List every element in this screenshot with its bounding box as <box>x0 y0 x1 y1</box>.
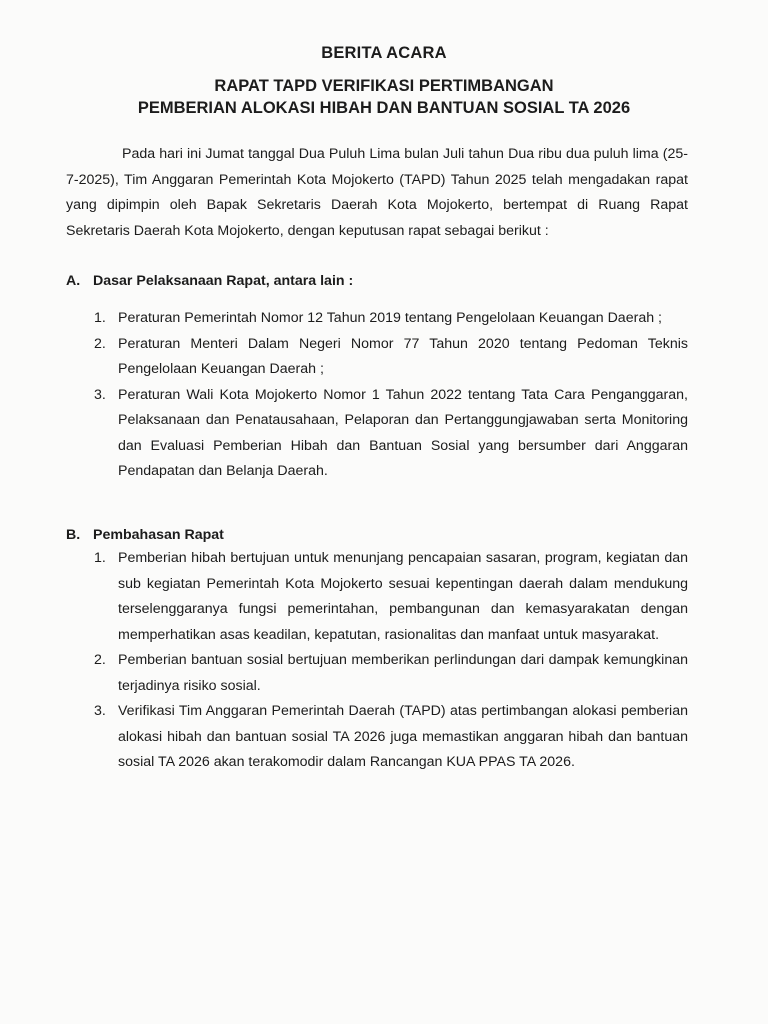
list-item-text: Peraturan Wali Kota Mojokerto Nomor 1 Tahun 2022 tentang Tata Cara Penganggaran, Pelaksanaan dan Penatausahaan, Pelaporan dan Pertanggungjawaban serta Monitoring dan Evaluasi Pemberian Hibah dan Bantuan Sosial yang bersumber dari Anggaran Pendapatan dan Belanja Daerah. <box>118 386 688 479</box>
list-item <box>94 546 688 648</box>
document-title: BERITA ACARA <box>321 44 447 62</box>
list-item-text: Pemberian hibah bertujuan untuk menunjang pencapaian sasaran, program, kegiatan dan sub kegiatan Pemerintah Kota Mojokerto sesuai kepentingan daerah dalam mendukung terselenggaranya fungsi pemerintahan, pembangunan dan kemasyarakatan dengan memperhatikan asas keadilan, kepatutan, rasionalitas dan manfaat untuk masyarakat. <box>118 550 688 643</box>
list-item <box>94 383 688 485</box>
list-item <box>94 699 688 776</box>
document-subtitle-line-2: PEMBERIAN ALOKASI HIBAH DAN BANTUAN SOSIAL TA 2026 <box>137 99 631 117</box>
list-item-number: 2. <box>94 335 106 352</box>
list-item-text: Peraturan Menteri Dalam Negeri Nomor 77 Tahun 2020 tentang Pedoman Teknis Pengelolaan Keuangan Daerah ; <box>118 335 688 377</box>
section-b-list <box>94 546 688 776</box>
list-item-text: Pemberian bantuan sosial bertujuan memberikan perlindungan dari dampak kemungkinan terjadinya risiko sosial. <box>118 652 688 694</box>
section-b-title: Pembahasan Rapat <box>93 527 224 543</box>
list-item-number: 3. <box>94 703 106 719</box>
section-b-letter: B. <box>66 527 81 543</box>
document-header <box>0 44 768 119</box>
list-item-number: 1. <box>94 550 106 566</box>
section-a-list <box>94 306 688 485</box>
section-b-heading <box>66 527 224 543</box>
section-a-letter: A. <box>66 273 81 289</box>
list-item-number: 3. <box>94 386 106 403</box>
section-a-title: Dasar Pelaksanaan Rapat, antara lain : <box>93 273 354 289</box>
list-item-text: Verifikasi Tim Anggaran Pemerintah Daerah (TAPD) atas pertimbangan alokasi pemberian alokasi hibah dan bantuan sosial TA 2026 juga memastikan anggaran hibah dan bantuan sosial TA 2026 akan terakomodir dalam Rancangan KUA PPAS TA 2026. <box>118 703 688 770</box>
section-a-heading <box>66 273 353 289</box>
list-item <box>94 306 688 332</box>
list-item-text: Peraturan Pemerintah Nomor 12 Tahun 2019 tentang Pengelolaan Keuangan Daerah ; <box>118 310 662 326</box>
list-item-number: 1. <box>94 310 106 326</box>
list-item-number: 2. <box>94 652 106 668</box>
intro-paragraph: Pada hari ini Jumat tanggal Dua Puluh Lima bulan Juli tahun Dua ribu dua puluh lima (25-7-2025), Tim Anggaran Pemerintah Kota Mojokerto (TAPD) Tahun 2025 telah mengadakan rapat yang dipimpin oleh Bapak Sekretaris Daerah Kota Mojokerto, bertempat di Ruang Rapat Sekretaris Daerah Kota Mojokerto, dengan keputusan rapat sebagai berikut : <box>66 146 688 239</box>
document-subtitle-line-1: RAPAT TAPD VERIFIKASI PERTIMBANGAN <box>214 77 554 95</box>
list-item <box>94 648 688 699</box>
list-item <box>94 332 688 383</box>
